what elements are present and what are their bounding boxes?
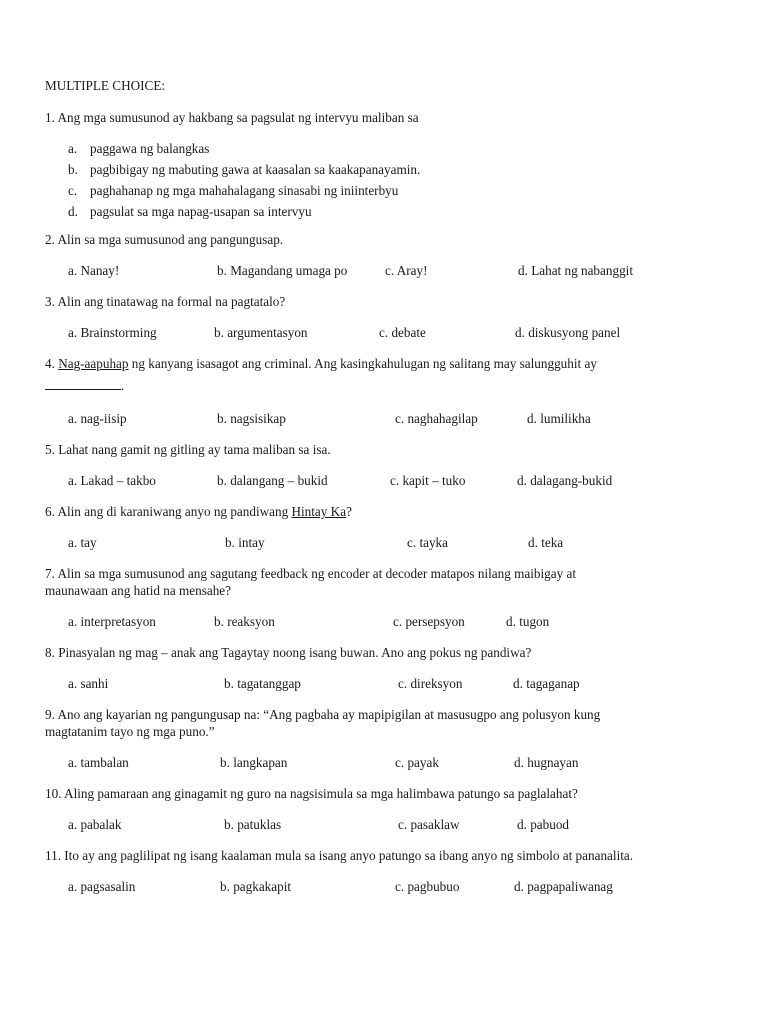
option-a: a. Brainstorming [68, 325, 157, 340]
option-letter: b. [68, 162, 78, 177]
option-letter: c. [68, 183, 78, 198]
underlined-word: Nag-aapuhap [58, 356, 129, 371]
option-text: pagsulat sa mga napag-usapan sa intervyu [90, 204, 312, 219]
option-a [45, 138, 735, 159]
option-text: paghahanap ng mga mahahalagang sinasabi ng iniinterbyu [90, 183, 399, 198]
question-7 [45, 565, 735, 599]
question-8: 8. Pinasyalan ng mag – anak ang Tagaytay noong isang buwan. Ano ang pokus ng pandiwa? [45, 645, 532, 660]
option-c: c. pasaklaw [398, 817, 460, 832]
option-c: c. tayka [407, 535, 449, 550]
option-b: b. tagatanggap [224, 676, 301, 691]
blank-period: . [121, 378, 125, 393]
question-4-options [45, 410, 735, 427]
question-1-options [45, 138, 735, 222]
option-d: d. Lahat ng nabanggit [518, 263, 633, 278]
question-line-1: 7. Alin sa mga sumusunod ang sagutang feedback ng encoder at decoder matapos nilang maibigay at [45, 566, 577, 581]
option-c [45, 180, 735, 201]
option-b: b. nagsisikap [217, 411, 286, 426]
question-5-options [45, 472, 735, 489]
option-a: a. tambalan [68, 755, 129, 770]
option-b: b. patuklas [224, 817, 282, 832]
question-9 [45, 706, 735, 740]
option-d: d. pabuod [517, 817, 570, 832]
question-10: 10. Aling pamaraan ang ginagamit ng guro na nagsisimula sa mga halimbawa patungo sa paglalahat? [45, 786, 578, 801]
option-a: a. pagsasalin [68, 879, 136, 894]
option-a: a. tay [68, 535, 97, 550]
option-b: b. Magandang umaga po [217, 263, 348, 278]
option-text: pagbibigay ng mabuting gawa at kaasalan sa kaakapanayamin. [90, 162, 421, 177]
option-d: d. hugnayan [514, 755, 579, 770]
question-text: 6. Alin ang di karaniwang anyo ng pandiwang [45, 504, 292, 519]
question-number: 4. [45, 356, 59, 371]
question-2: 2. Alin sa mga sumusunod ang pangungusap. [45, 232, 284, 247]
option-d: d. lumilikha [527, 411, 591, 426]
option-b [45, 159, 735, 180]
option-a: a. sanhi [68, 676, 109, 691]
option-a: a. interpretasyon [68, 614, 156, 629]
option-letter: d. [68, 204, 78, 219]
question-4 [45, 355, 735, 372]
option-d: d. tugon [506, 614, 550, 629]
option-b: b. reaksyon [214, 614, 275, 629]
section-title: MULTIPLE CHOICE: [45, 78, 166, 93]
option-d: d. dalagang-bukid [517, 473, 613, 488]
option-letter: a. [68, 141, 78, 156]
option-a: a. nag-iisip [68, 411, 127, 426]
option-d: d. diskusyong panel [515, 325, 621, 340]
option-b: b. dalangang – bukid [217, 473, 328, 488]
option-c: c. naghahagilap [395, 411, 478, 426]
option-c: c. Aray! [385, 263, 428, 278]
option-b: b. argumentasyon [214, 325, 308, 340]
question-6-options [45, 534, 735, 551]
question-3: 3. Alin ang tinatawag na formal na pagtatalo? [45, 294, 286, 309]
question-11: 11. Ito ay ang paglilipat ng isang kaalaman mula sa isang anyo patungo sa ibang anyo ng simbolo at pananalita. [45, 848, 634, 863]
option-a: a. pabalak [68, 817, 122, 832]
option-c: c. direksyon [398, 676, 463, 691]
question-mark: ? [346, 504, 352, 519]
question-text: ng kanyang isasagot ang criminal. Ang kasingkahulugan ng salitang may salungguhit ay [128, 356, 597, 371]
option-d [45, 201, 735, 222]
underlined-word: Hintay Ka [291, 504, 347, 519]
option-b: b. intay [225, 535, 265, 550]
option-c: c. persepsyon [393, 614, 465, 629]
question-line-2: magtatanim tayo ng mga puno.” [45, 724, 215, 739]
question-11-options [45, 878, 735, 895]
question-8-options [45, 675, 735, 692]
option-d: d. tagaganap [513, 676, 580, 691]
quiz-document [45, 77, 735, 895]
question-5: 5. Lahat nang gamit ng gitling ay tama maliban sa isa. [45, 442, 331, 457]
option-c: c. kapit – tuko [390, 473, 466, 488]
option-c: c. payak [395, 755, 439, 770]
option-a: a. Lakad – takbo [68, 473, 156, 488]
option-c: c. pagbubuo [395, 879, 460, 894]
question-7-options [45, 613, 735, 630]
option-b: b. pagkakapit [220, 879, 292, 894]
question-2-options [45, 262, 735, 279]
question-3-options [45, 324, 735, 341]
option-a: a. Nanay! [68, 263, 120, 278]
blank-line [45, 376, 121, 390]
option-c: c. debate [379, 325, 426, 340]
question-1: 1. Ang mga sumusunod ay hakbang sa pagsulat ng intervyu maliban sa [45, 110, 419, 125]
option-d: d. pagpapaliwanag [514, 879, 613, 894]
question-9-options [45, 754, 735, 771]
question-line-1: 9. Ano ang kayarian ng pangungusap na: “Ang pagbaha ay mapipigilan at masusugpo ang polusyon kung [45, 707, 601, 722]
option-text: paggawa ng balangkas [90, 141, 210, 156]
answer-blank [45, 376, 735, 394]
option-d: d. teka [528, 535, 564, 550]
question-10-options [45, 816, 735, 833]
question-6 [45, 503, 735, 520]
question-line-2: maunawaan ang hatid na mensahe? [45, 583, 232, 598]
option-b: b. langkapan [220, 755, 288, 770]
